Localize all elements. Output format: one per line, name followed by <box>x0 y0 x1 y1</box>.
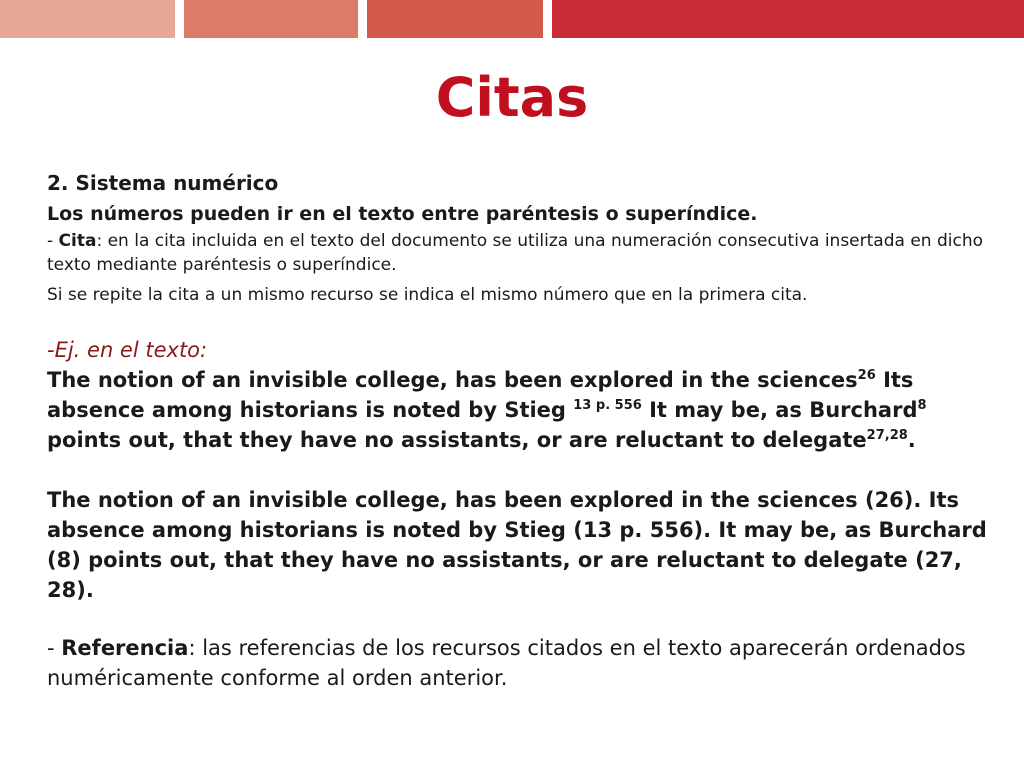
example-parenthesis: The notion of an invisible college, has been explored in the sciences (26). Its absence among historians is noted by Stieg (13 p. 556). It may be, as Burchard (8) points out, that they have no assistants, or are reluctant to delegate (27, 28). <box>47 488 987 602</box>
example-super-text-2: Its absence among historians is noted by Stieg <box>47 368 914 422</box>
slide-title: Citas <box>435 66 589 129</box>
slide-content <box>47 170 987 693</box>
example-super-text-1: The notion of an invisible college, has been explored in the sciences <box>47 368 858 392</box>
superscript-26: 26 <box>857 368 876 383</box>
top-bar-segment-2 <box>184 0 358 38</box>
top-bar-segment-4 <box>552 0 1024 38</box>
top-bar-segment-1 <box>0 0 175 38</box>
referencia-prefix: - <box>47 636 62 660</box>
section-heading: 2. Sistema numérico <box>47 171 279 195</box>
example-super-text-5: . <box>907 428 916 452</box>
example-label: -Ej. en el texto: <box>47 338 208 362</box>
repeat-note: Si se repite la cita a un mismo recurso se indica el mismo número que en la primera cita. <box>47 285 808 305</box>
referencia-paragraph <box>47 633 987 693</box>
superscript-27-28: 27,28 <box>866 428 908 443</box>
top-bar-segment-3 <box>367 0 543 38</box>
example-super-text-3: It may be, as Burchard <box>641 398 918 422</box>
cita-text: : en la cita incluida en el texto del documento se utiliza una numeración consecutiva insertada en dicho texto mediante paréntesis o superíndice. <box>47 231 984 275</box>
intro-text: Los números pueden ir en el texto entre paréntesis o superíndice. <box>47 203 758 225</box>
example-superscript <box>47 365 987 455</box>
example-super-text-4: points out, that they have no assistants, or are reluctant to delegate <box>47 428 867 452</box>
cita-prefix: - <box>47 231 59 251</box>
spacer <box>47 455 987 485</box>
referencia-text: : las referencias de los recursos citados en el texto aparecerán ordenados numéricamente conforme al orden anterior. <box>47 636 966 690</box>
superscript-13: 13 p. 556 <box>573 398 642 413</box>
cita-label: Cita <box>58 231 97 251</box>
referencia-label: Referencia <box>61 636 189 660</box>
cita-paragraph <box>47 229 987 277</box>
superscript-8: 8 <box>917 398 927 413</box>
